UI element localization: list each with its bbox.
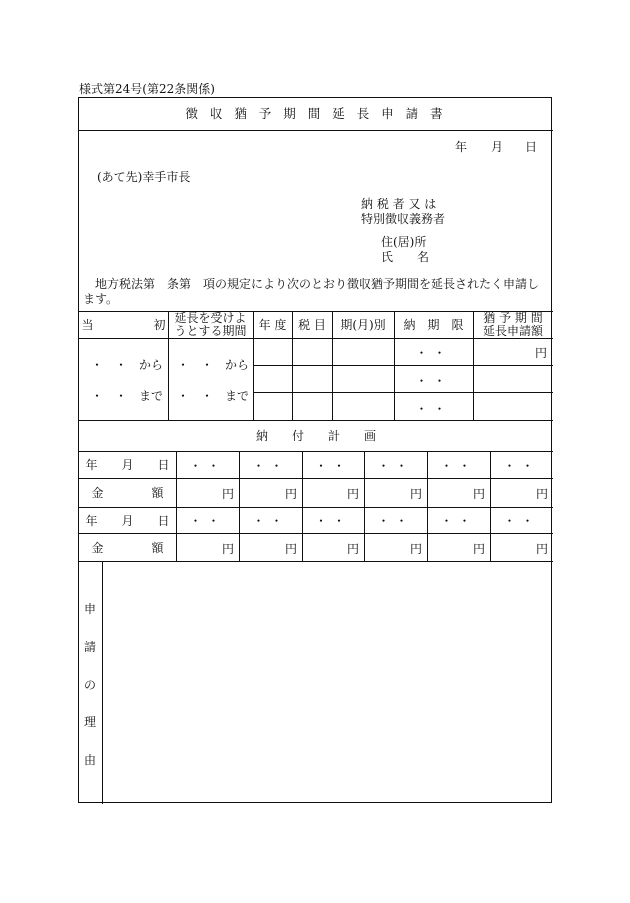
plan-amount-yen: 円 xyxy=(409,487,422,501)
header-fiscal-year: 年 度 xyxy=(258,318,287,332)
header-tax-item: 税 目 xyxy=(298,318,326,332)
plan-amount-yen: 円 xyxy=(472,542,485,556)
plan-amount-yen: 円 xyxy=(346,542,359,556)
applicant-type-line1: 納 税 者 又 は xyxy=(361,197,437,211)
plan-date-dots: ・・ xyxy=(503,514,540,528)
header-initial: 当 初 xyxy=(81,318,166,332)
extension-amount-yen: 円 xyxy=(534,346,547,360)
applicant-address-label: 住(居)所 xyxy=(381,235,427,249)
plan-amount-label-2: 金 額 xyxy=(91,540,164,555)
plan-amount-yen: 円 xyxy=(472,487,485,501)
plan-amount-yen: 円 xyxy=(409,542,422,556)
plan-amount-yen: 円 xyxy=(346,487,359,501)
payment-plan-title: 納 付 計 画 xyxy=(255,429,376,443)
plan-date-dots: ・・ xyxy=(503,459,540,473)
applicant-name-label: 氏 名 xyxy=(381,250,430,264)
plan-amount-yen: 円 xyxy=(535,542,548,556)
date-day: 日 xyxy=(525,140,538,154)
deadline-dots-1: ・・ xyxy=(415,346,452,360)
initial-to: ・ ・ まで xyxy=(91,389,164,403)
date-year: 年 xyxy=(455,140,468,154)
plan-amount-yen: 円 xyxy=(284,487,297,501)
initial-from: ・ ・ から xyxy=(91,358,164,372)
deadline-dots-2: ・・ xyxy=(415,374,452,388)
plan-amount-yen: 円 xyxy=(535,487,548,501)
reason-entry-area[interactable] xyxy=(103,562,552,803)
reason-label-char: 理 xyxy=(83,715,96,729)
deadline-dots-3: ・・ xyxy=(415,402,452,416)
form-number: 様式第24号(第22条関係) xyxy=(79,82,215,96)
applicant-type-line2: 特別徴収義務者 xyxy=(361,212,446,226)
header-extension-period: 延長を受けよ うとする期間 xyxy=(174,311,247,338)
plan-date-dots: ・・ xyxy=(252,514,289,528)
date-month: 月 xyxy=(491,140,504,154)
header-period: 期(月)別 xyxy=(340,318,386,332)
plan-amount-yen: 円 xyxy=(221,487,234,501)
addressee: (あて先)幸手市長 xyxy=(97,170,191,184)
plan-date-dots: ・・ xyxy=(440,459,477,473)
reason-label-char: 請 xyxy=(83,640,96,654)
plan-date-dots: ・・ xyxy=(189,459,226,473)
form-title: 徴 収 猶 予 期 間 延 長 申 請 書 xyxy=(185,106,447,121)
plan-date-dots: ・・ xyxy=(377,514,414,528)
plan-amount-label-1: 金 額 xyxy=(91,486,164,500)
plan-date-dots: ・・ xyxy=(314,459,351,473)
extension-to: ・ ・ まで xyxy=(177,389,250,403)
reason-label-char: 申 xyxy=(83,602,96,616)
plan-amount-yen: 円 xyxy=(221,542,234,556)
plan-date-dots: ・・ xyxy=(440,514,477,528)
reason-label-char: の xyxy=(83,678,96,692)
plan-date-dots: ・・ xyxy=(377,459,414,473)
reason-label-char: 由 xyxy=(83,753,96,767)
plan-date-label-2: 年 月 日 xyxy=(85,513,170,528)
application-form xyxy=(78,97,552,803)
plan-date-label-1: 年 月 日 xyxy=(85,458,170,472)
plan-date-dots: ・・ xyxy=(189,514,226,528)
header-deadline: 納 期 限 xyxy=(403,318,464,332)
plan-amount-yen: 円 xyxy=(284,542,297,556)
application-statement: 地方税法第 条第 項の規定により次のとおり徴収猶予期間を延長されたく申請します。 xyxy=(83,277,540,306)
extension-from: ・ ・ から xyxy=(177,358,250,372)
header-extension-amount: 猶 予 期 間 延長申請額 xyxy=(482,311,543,338)
plan-date-dots: ・・ xyxy=(314,514,351,528)
plan-date-dots: ・・ xyxy=(252,459,289,473)
